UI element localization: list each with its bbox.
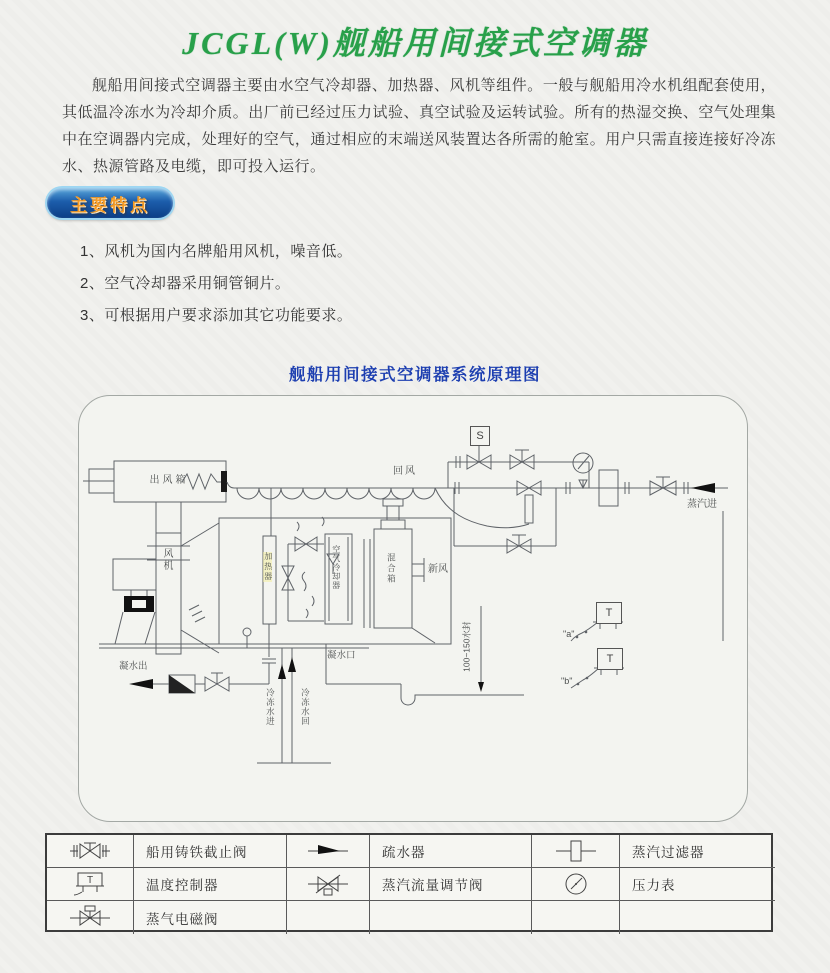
fan-motor: [113, 559, 156, 590]
legend-label-pressure-gauge: 压力表: [620, 868, 775, 901]
fan-label: 风机: [161, 548, 172, 572]
flow-regulating-valve-icon: [306, 871, 350, 897]
legend-symbol-steam-filter: [532, 835, 620, 868]
sensing-point-a-label: "a": [563, 629, 575, 639]
legend-label-steam-filter: 蒸汽过滤器: [620, 835, 775, 868]
legend-label-empty-2: [620, 901, 775, 934]
steam-trap-icon: [306, 838, 350, 864]
steam-flow-arrow: [691, 483, 715, 493]
water-seal-dimension-label: 100~150水封: [461, 621, 472, 672]
solenoid-tag-box: S: [470, 426, 490, 446]
fresh-air-label: 新风: [428, 564, 448, 575]
legend-symbol-steam-flow-regulating-valve: [287, 868, 370, 901]
legend-symbol-marine-stop-valve: [47, 835, 134, 868]
steam-inlet-label: 蒸汽进: [687, 499, 717, 510]
legend-label-steam-solenoid-valve: 蒸气电磁阀: [134, 901, 287, 934]
mixing-box-label: 混合箱: [386, 553, 397, 585]
base-frame: [99, 644, 369, 648]
svg-text:T: T: [86, 875, 94, 886]
legend-table: [45, 833, 773, 932]
condensate-port-label: 凝水口: [327, 650, 356, 661]
legend-label-empty-1: [370, 901, 532, 934]
flex-connector-bar: [221, 471, 227, 492]
sensing-point-b-label: "b": [561, 676, 573, 686]
legend-symbol-empty-1: [287, 901, 370, 934]
feature-item-1: 1、风机为国内名牌船用风机，噪音低。: [80, 243, 353, 260]
condensate-out-label: 凝水出: [119, 661, 148, 672]
festoon-tracing: [237, 488, 435, 499]
features-list: [80, 236, 680, 332]
page-title: JCGL(W)舰船用间接式空调器: [182, 25, 648, 61]
capillary-a: [571, 622, 598, 641]
outlet-box-label: 出风箱: [149, 475, 189, 486]
thermostat-b-box: T: [597, 648, 623, 670]
steam-filter-icon: [554, 838, 598, 864]
feature-item-3: 3、可根据用户要求添加其它功能要求。: [80, 307, 353, 324]
legend-label-steam-flow-regulating-valve: 蒸汽流量调节阀: [370, 868, 532, 901]
schematic-drawing: [79, 396, 747, 821]
legend-symbol-steam-trap: [287, 835, 370, 868]
chilled-water-return-label: 冷冻水回: [300, 688, 311, 726]
feature-item-2: 2、空气冷却器采用铜管铜片。: [80, 275, 291, 292]
intro-paragraph: 舰船用间接式空调器主要由水空气冷却器、加热器、风机等组件。一般与舰船用冷水机组配套使用，其低温冷冻水为冷却介质。出厂前已经过压力试验、真空试验及运转试验。所有的热湿交换、空气处理集中在空调器内完成，处理好的空气，通过相应的末端送风装置达各所需的舱室。用户只需直接连接好冷冻水、热源管路及电缆，即可投入运行。: [62, 77, 776, 175]
coil-squiggles: [297, 517, 324, 618]
legend-label-temperature-controller: 温度控制器: [134, 868, 287, 901]
thermostat-a-box: T: [596, 602, 622, 624]
features-badge: [47, 188, 173, 218]
return-air-label: 回风: [393, 466, 417, 477]
system-schematic-panel: [78, 395, 748, 822]
legend-symbol-temperature-controller: [47, 868, 134, 901]
temperature-controller-icon: [68, 871, 112, 897]
legend-symbol-pressure-gauge: [532, 868, 620, 901]
legend-label-steam-trap: 疏水器: [370, 835, 532, 868]
heater-label: 加热器: [263, 552, 273, 582]
solenoid-valve-icon: [68, 905, 112, 931]
condensate-flow-arrow: [129, 679, 153, 689]
chilled-water-in-label: 冷冻水进: [265, 688, 276, 726]
air-cooler-label: 空气冷却器: [331, 545, 341, 590]
legend-label-marine-stop-valve: 船用铸铁截止阀: [134, 835, 287, 868]
stop-valve-icon: [68, 838, 112, 864]
legend-symbol-steam-solenoid-valve: [47, 901, 134, 934]
pressure-gauge-icon: [554, 871, 598, 897]
features-badge-label: 主要特点: [70, 195, 150, 215]
diagram-title: 舰船用间接式空调器系统原理图: [289, 366, 541, 384]
legend-symbol-empty-2: [532, 901, 620, 934]
capillary-b: [571, 668, 599, 688]
schematic-piping: [83, 444, 728, 763]
